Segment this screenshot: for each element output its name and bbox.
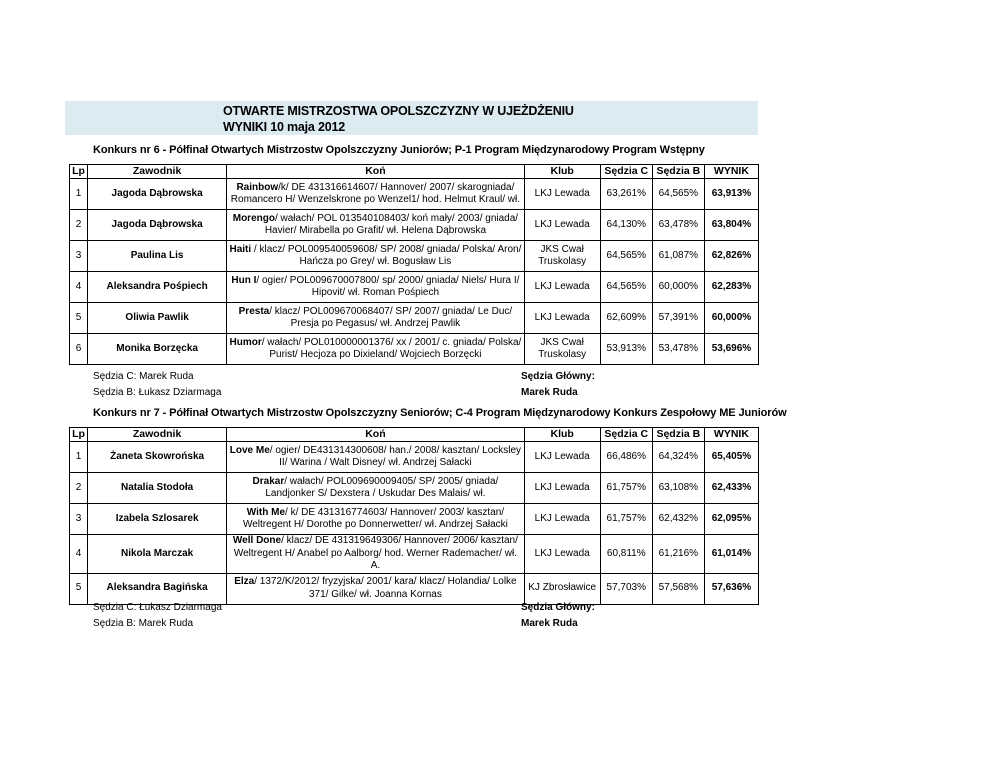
cell-horse [227,334,524,365]
chief-judge-name: Marek Ruda [521,387,578,398]
col-header-club: Klub [524,165,600,179]
judge-b-label: Sędzia B: Łukasz Dziarmaga [93,387,222,398]
cell-judge-c-score: 64,130% [600,210,652,241]
cell-judge-c-score: 57,703% [600,573,652,604]
cell-rider: Natalia Stodoła [88,473,227,504]
cell-rider: Oliwia Pawlik [88,303,227,334]
cell-judge-b-score: 57,391% [652,303,704,334]
cell-judge-c-score: 60,811% [600,535,652,574]
cell-horse [227,303,524,334]
table-header-row [70,428,759,442]
col-header-result: WYNIK [704,165,758,179]
cell-result: 53,696% [704,334,758,365]
horse-name: With Me [246,506,286,518]
table-row [70,535,759,574]
competition-7-results-table [69,427,759,605]
cell-lp: 2 [70,210,88,241]
competition-7-title: Konkurs nr 7 - Półfinał Otwartych Mistrzostw Opolszczyzny Seniorów; C-4 Program Międzynarodowy Konkurs Zespołowy ME Juniorów [93,407,787,419]
cell-lp: 1 [70,179,88,210]
col-header-result: WYNIK [704,428,758,442]
horse-description: / 1372/K/2012/ fryzyjska/ 2001/ kara/ klacz/ Holandia/ Lolke 371/ Gilke/ wł. Joanna Kornas [254,576,517,600]
table-header-row [70,165,759,179]
cell-horse [227,573,524,604]
col-header-judge-b: Sędzia B [652,428,704,442]
title-band [65,101,758,135]
cell-judge-b-score: 62,432% [652,504,704,535]
cell-club: LKJ Lewada [524,504,600,535]
col-header-judge-b: Sędzia B [652,165,704,179]
cell-rider: Aleksandra Pośpiech [88,272,227,303]
cell-lp: 4 [70,535,88,574]
col-header-lp: Lp [70,165,88,179]
cell-club: LKJ Lewada [524,442,600,473]
competition-6-results-table [69,164,759,365]
horse-name: Elza [234,576,255,587]
cell-lp: 5 [70,303,88,334]
competition-6-title: Konkurs nr 6 - Półfinał Otwartych Mistrzostw Opolszczyzny Juniorów; P-1 Program Międzynarodowy Program Wstępny [93,144,705,156]
cell-rider: Jagoda Dąbrowska [88,210,227,241]
cell-horse [227,179,524,210]
cell-judge-c-score: 64,565% [600,241,652,272]
cell-lp: 3 [70,241,88,272]
cell-club: LKJ Lewada [524,303,600,334]
horse-name: Morengo [232,212,275,224]
chief-judge-label: Sędzia Główny: [521,602,595,613]
cell-lp: 3 [70,504,88,535]
judge-b-label: Sędzia B: Marek Ruda [93,618,194,629]
cell-judge-c-score: 61,757% [600,473,652,504]
cell-judge-b-score: 63,108% [652,473,704,504]
cell-horse [227,210,524,241]
cell-horse [227,473,524,504]
cell-judge-c-score: 53,913% [600,334,652,365]
cell-horse [227,535,524,574]
col-header-rider: Zawodnik [88,165,227,179]
chief-judge-label: Sędzia Główny: [521,371,595,382]
horse-name: Drakar [252,475,285,487]
cell-judge-c-score: 64,565% [600,272,652,303]
cell-rider: Monika Borzęcka [88,334,227,365]
judge-c-label: Sędzia C: Łukasz Dziarmaga [93,602,222,613]
col-header-rider: Zawodnik [88,428,227,442]
horse-name: Haiti [229,243,252,255]
horse-description: / klacz/ POL009540059608/ SP/ 2008/ gniada/ Polska/ Aron/ Hańcza po Grey/ wł. Bogusław Lis [251,243,522,267]
horse-description: / k/ DE 431316774603/ Hannover/ 2003/ kasztan/ Weltregent H/ Dorothe po Donnerwetter/ wł. Andrzej Sałacki [242,506,508,530]
horse-description: / ogier/ DE431314300608/ han./ 2008/ kasztan/ Locksley II/ Warina / Walt Disney/ wł. Andrzej Sałacki [269,444,522,468]
table-row [70,334,759,365]
cell-result: 62,826% [704,241,758,272]
table-row [70,473,759,504]
horse-name: Love Me [229,444,270,456]
cell-result: 65,405% [704,442,758,473]
horse-description: / klacz/ DE 431319649306/ Hannover/ 2006/ kasztan/ Weltregent H/ Anabel po Aalborg/ hod. Werner Rademacher/ wł. A. [233,535,518,571]
col-header-horse: Koń [227,165,524,179]
horse-name: Rainbow [236,181,279,193]
cell-judge-b-score: 57,568% [652,573,704,604]
horse-description: / wałach/ POL009690009405/ SP/ 2005/ gniada/ Landjonker S/ Dexstera / Uskudar Des Malais/ wł. [265,475,499,499]
col-header-judge-c: Sędzia C [600,428,652,442]
cell-result: 63,913% [704,179,758,210]
cell-lp: 2 [70,473,88,504]
cell-result: 61,014% [704,535,758,574]
page-subtitle: WYNIKI 10 maja 2012 [223,120,345,134]
cell-judge-c-score: 63,261% [600,179,652,210]
cell-horse [227,241,524,272]
chief-judge-name: Marek Ruda [521,618,578,629]
table-row [70,272,759,303]
cell-judge-b-score: 61,216% [652,535,704,574]
horse-description: / wałach/ POL010000001376/ xx / 2001/ c. gniada/ Polska/ Purist/ Hecjoza po Dixieland/ Wojciech Borzęcki [261,336,522,360]
cell-lp: 5 [70,573,88,604]
cell-club: LKJ Lewada [524,473,600,504]
cell-horse [227,272,524,303]
cell-lp: 6 [70,334,88,365]
cell-rider: Aleksandra Bagińska [88,573,227,604]
table-row [70,573,759,604]
cell-club: LKJ Lewada [524,272,600,303]
cell-rider: Paulina Lis [88,241,227,272]
cell-horse [227,442,524,473]
cell-club: KJ Zbrosławice [524,573,600,604]
table-row [70,504,759,535]
cell-rider: Izabela Szlosarek [88,504,227,535]
cell-lp: 1 [70,442,88,473]
cell-club: LKJ Lewada [524,210,600,241]
horse-name: Hun I [231,274,257,286]
cell-club: LKJ Lewada [524,535,600,574]
cell-judge-c-score: 66,486% [600,442,652,473]
table-row [70,210,759,241]
col-header-horse: Koń [227,428,524,442]
cell-result: 62,283% [704,272,758,303]
cell-rider: Nikola Marczak [88,535,227,574]
cell-result: 57,636% [704,573,758,604]
horse-description: / ogier/ POL009670007800/ sp/ 2000/ gniada/ Niels/ Hura I/ Hipovit/ wł. Roman Pośpiech [256,274,520,298]
cell-club: LKJ Lewada [524,179,600,210]
cell-result: 62,433% [704,473,758,504]
cell-club: JKS Cwał Truskolasy [524,241,600,272]
page-title: OTWARTE MISTRZOSTWA OPOLSZCZYZNY W UJEŻDŻENIU [223,104,574,118]
col-header-lp: Lp [70,428,88,442]
horse-name: Well Done [232,535,282,546]
cell-lp: 4 [70,272,88,303]
col-header-club: Klub [524,428,600,442]
cell-result: 63,804% [704,210,758,241]
horse-description: / wałach/ POL 013540108403/ koń mały/ 2003/ gniada/ Havier/ Mirabella po Grafit/ wł. Helena Dąbrowska [264,212,519,236]
cell-rider: Żaneta Skowrońska [88,442,227,473]
cell-judge-c-score: 61,757% [600,504,652,535]
cell-judge-b-score: 53,478% [652,334,704,365]
table-row [70,179,759,210]
cell-judge-b-score: 60,000% [652,272,704,303]
cell-judge-b-score: 64,565% [652,179,704,210]
horse-description: / klacz/ POL009670068407/ SP/ 2007/ gniada/ Le Duc/ Presja po Pegasus/ wł. Andrzej Pawlik [269,305,513,329]
horse-name: Humor [229,336,262,348]
table-row [70,442,759,473]
cell-judge-b-score: 61,087% [652,241,704,272]
table-row [70,303,759,334]
cell-club: JKS Cwał Truskolasy [524,334,600,365]
table-row [70,241,759,272]
cell-result: 60,000% [704,303,758,334]
cell-rider: Jagoda Dąbrowska [88,179,227,210]
judge-c-label: Sędzia C: Marek Ruda [93,371,194,382]
cell-judge-b-score: 63,478% [652,210,704,241]
horse-name: Presta [238,305,270,317]
horse-description: /k/ DE 431316614607/ Hannover/ 2007/ skarogniada/ Romancero H/ Wenzelskrone po Wenzel1/ hod. Helmut Kraul/ wł. [230,181,521,205]
cell-judge-b-score: 64,324% [652,442,704,473]
cell-result: 62,095% [704,504,758,535]
cell-horse [227,504,524,535]
cell-judge-c-score: 62,609% [600,303,652,334]
col-header-judge-c: Sędzia C [600,165,652,179]
